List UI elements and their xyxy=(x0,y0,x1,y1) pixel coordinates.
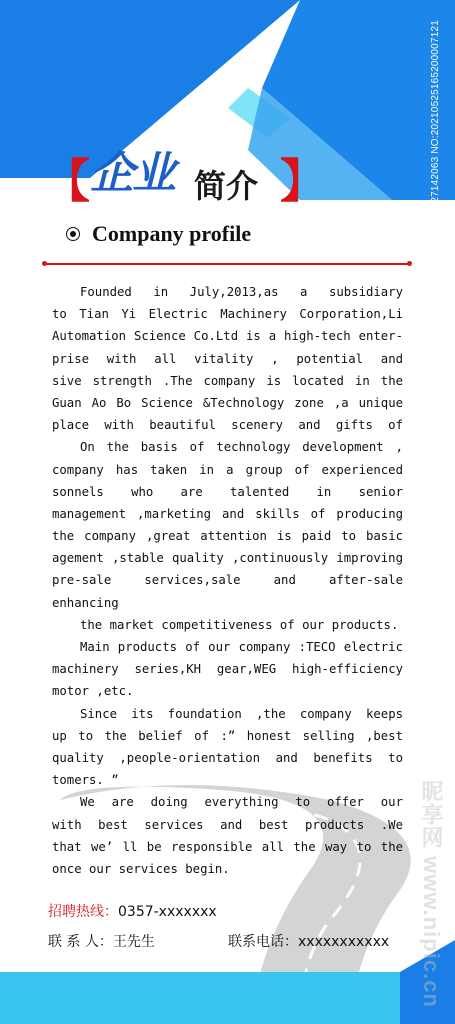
title-right-bracket: 】 xyxy=(280,154,326,208)
body-line: enhancing xyxy=(52,595,119,610)
body-line: machinery series,KH gear,WEG high-efficiency xyxy=(52,662,403,677)
subtitle-text: Company profile xyxy=(92,221,252,246)
body-line: with best services and best products .We xyxy=(52,817,403,832)
contact-phone: 联系电话：xxxxxxxxxxx xyxy=(228,934,390,950)
body-line: tomers. ” xyxy=(52,773,119,788)
company-profile-text xyxy=(52,281,403,880)
contact-person-row xyxy=(48,930,418,960)
body-line: agement ,stable quality ,continuously improving xyxy=(52,551,403,566)
body-line: Founded in July,2013,as a subsidiary xyxy=(80,285,403,299)
body-line: prise with all vitality , potential and xyxy=(52,351,403,366)
title-qiye-text: 企业 xyxy=(90,148,174,199)
bottom-cyan-band xyxy=(0,972,455,1024)
contact-person: 联 系 人：王先生 xyxy=(48,934,155,950)
body-line: sonnels who are talented in senior xyxy=(52,484,403,499)
body-line: Main products of our company :TECO electric xyxy=(80,640,403,655)
body-line: Automation Science Co.Ltd is a high-tech enter- xyxy=(52,329,403,344)
body-line: once our services begin. xyxy=(52,861,230,876)
body-line: We are doing everything to offer our xyxy=(80,795,403,810)
body-line: Guan Ao Bo Science &Technology zone ,a unique xyxy=(52,395,403,410)
body-line: quality ,people-orientation and benefits to xyxy=(52,750,403,765)
watermark-text: 昵享网 www.nipic.cn xyxy=(419,780,444,1008)
subtitle xyxy=(66,220,251,248)
hotline-value: 0357-xxxxxxx xyxy=(118,904,217,920)
body-line: pre-sale services,sale and after-sale xyxy=(52,573,403,588)
body-line: up to the belief of :” honest selling ,best xyxy=(52,728,403,743)
title-jianjie-text: 简介 xyxy=(194,167,259,205)
body-line: motor ,etc. xyxy=(52,684,134,699)
body-line: company has taken in a group of experienced xyxy=(52,462,403,477)
title-left-bracket: 【 xyxy=(44,154,90,208)
contact-info xyxy=(48,900,418,960)
red-divider xyxy=(44,263,410,265)
radio-bullet-icon xyxy=(66,227,80,241)
body-line: On the basis of technology development , xyxy=(80,440,403,455)
hotline-row xyxy=(48,900,418,930)
body-line: to Tian Yi Electric Machinery Corporation,Li xyxy=(52,307,403,322)
body-line: the market competitiveness of our products. xyxy=(80,617,399,632)
hotline-label: 招聘热线： xyxy=(48,904,118,920)
body-line: Since its foundation ,the company keeps xyxy=(80,706,403,721)
body-line: management ,marketing and skills of producing xyxy=(52,506,403,521)
page-title xyxy=(44,148,326,222)
image-id-code: ID:27142063 NO:20210525165200007121 xyxy=(430,20,441,217)
body-line: place with beautiful scenery and gifts of xyxy=(52,418,403,433)
body-line: that we’ ll be responsible all the way to the xyxy=(52,839,403,854)
body-line: the company ,great attention is paid to basic xyxy=(52,529,403,544)
body-line: sive strength .The company is located in the xyxy=(52,373,403,388)
